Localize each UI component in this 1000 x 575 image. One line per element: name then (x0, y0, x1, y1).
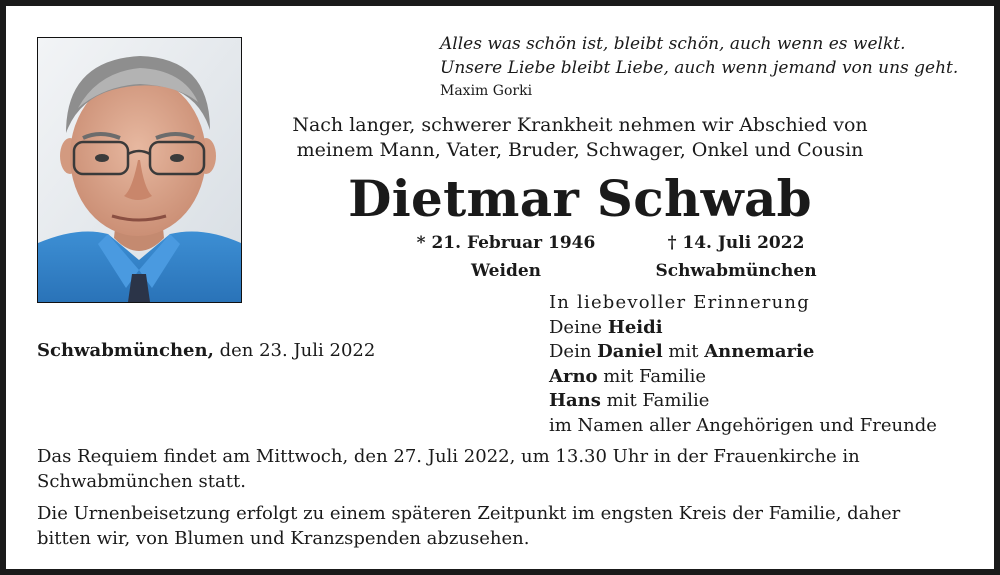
portrait-photo (37, 37, 242, 303)
death-place: Schwabmünchen (655, 261, 817, 281)
birth-date: * 21. Februar 1946 (416, 233, 596, 253)
quote-line-1: Alles was schön ist, bleibt schön, auch wenn es welkt. (440, 34, 906, 54)
mourner-line-1: Deine Heidi (549, 316, 663, 338)
place-date: Schwabmünchen, den 23. Juli 2022 (37, 340, 376, 361)
mourner-line-5: im Namen aller Angehörigen und Freunde (549, 414, 937, 436)
mourners-block (549, 291, 937, 438)
intro-line-2: meinem Mann, Vater, Bruder, Schwager, Onkel und Cousin (296, 139, 864, 161)
requiem-note: Das Requiem findet am Mittwoch, den 27. Juli 2022, um 13.30 Uhr in der Frauenkirche in Schwabmünchen statt. (37, 446, 860, 492)
death-date: † 14. Juli 2022 (667, 233, 805, 253)
mourner-line-3: Arno mit Familie (549, 365, 707, 387)
mourners-heading: In liebevoller Erinnerung (549, 292, 810, 313)
mourner-line-4: Hans mit Familie (549, 390, 710, 411)
intro-line-1: Nach langer, schwerer Krankheit nehmen wir Abschied von (292, 114, 868, 136)
quote-author: Maxim Gorki (440, 83, 533, 99)
deceased-name: Dietmar Schwab (348, 169, 812, 228)
burial-note: Die Urnenbeisetzung erfolgt zu einem späteren Zeitpunkt im engsten Kreis der Familie, daher bitten wir, von Blumen und Kranzspenden abzusehen. (37, 503, 901, 549)
birth-place: Weiden (470, 261, 542, 281)
mourner-line-2: Dein Daniel mit Annemarie (549, 341, 815, 362)
quote-line-2: Unsere Liebe bleibt Liebe, auch wenn jemand von uns geht. (440, 58, 959, 78)
